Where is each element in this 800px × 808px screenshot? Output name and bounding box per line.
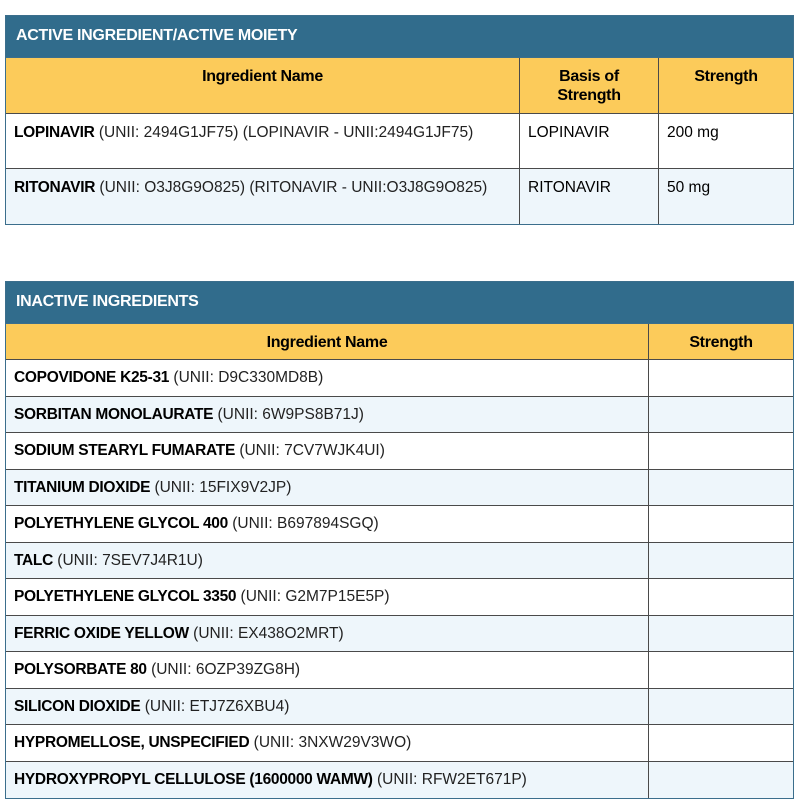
table-row — [6, 169, 793, 224]
basis-cell: LOPINAVIR — [520, 114, 659, 168]
table-row — [6, 506, 793, 543]
active-ingredient-table — [5, 15, 794, 225]
table-row — [6, 579, 793, 616]
header-strength: Strength — [689, 334, 753, 351]
ingredient-name: TALC — [14, 551, 53, 569]
ingredient-cell — [6, 169, 520, 224]
ingredient-name: HYPROMELLOSE, UNSPECIFIED — [14, 734, 250, 751]
ingredient-name: RITONAVIR — [14, 179, 96, 196]
table-row — [6, 616, 793, 653]
active-table-title: ACTIVE INGREDIENT/ACTIVE MOIETY — [6, 16, 793, 58]
strength-cell: 50 mg — [667, 179, 711, 196]
ingredient-unii: (UNII: 2494G1JF75) (LOPINAVIR - UNII:2494G1JF75) — [94, 124, 474, 141]
header-strength: Strength — [694, 68, 758, 85]
ingredient-cell — [6, 652, 649, 688]
ingredient-name: SODIUM STEARYL FUMARATE — [14, 442, 236, 459]
strength-cell — [649, 433, 793, 469]
strength-cell — [649, 397, 793, 433]
table-row — [6, 725, 793, 762]
ingredient-name: POLYETHYLENE GLYCOL 400 — [14, 515, 228, 532]
ingredient-unii: (UNII: 6W9PS8B71J) — [213, 405, 364, 423]
ingredient-unii: (UNII: 6OZP39ZG8H) — [146, 661, 301, 678]
ingredient-unii: (UNII: 15FIX9V2JP) — [150, 478, 292, 496]
strength-cell — [649, 506, 793, 542]
ingredient-unii: (UNII: RFW2ET671P) — [372, 770, 527, 788]
strength-cell — [649, 652, 793, 688]
header-basis-of-strength: Basis of Strength — [520, 58, 659, 113]
ingredient-unii: (UNII: D9C330MD8B) — [169, 369, 324, 386]
ingredient-name: POLYETHYLENE GLYCOL 3350 — [14, 588, 237, 605]
ingredient-unii: (UNII: G2M7P15E5P) — [236, 588, 390, 605]
ingredient-cell — [6, 433, 649, 469]
ingredient-cell — [6, 114, 520, 168]
strength-cell — [649, 360, 793, 396]
ingredient-cell — [6, 543, 649, 579]
ingredient-name: TITANIUM DIOXIDE — [14, 478, 151, 496]
ingredient-unii: (UNII: ETJ7Z6XBU4) — [140, 697, 290, 715]
table-row — [6, 470, 793, 507]
table-row — [6, 652, 793, 689]
ingredient-cell — [6, 470, 649, 506]
table-row — [6, 114, 793, 169]
strength-cell — [649, 725, 793, 761]
strength-cell — [649, 762, 793, 799]
ingredient-name: COPOVIDONE K25-31 — [14, 369, 170, 386]
table-row — [6, 543, 793, 580]
table-row — [6, 689, 793, 726]
basis-cell: RITONAVIR — [520, 169, 659, 224]
ingredient-cell — [6, 397, 649, 433]
strength-cell — [649, 579, 793, 615]
strength-cell — [649, 470, 793, 506]
header-ingredient-name: Ingredient Name — [6, 58, 520, 113]
ingredient-name: LOPINAVIR — [14, 124, 95, 141]
ingredient-cell — [6, 616, 649, 652]
ingredient-cell — [6, 725, 649, 761]
ingredient-cell — [6, 506, 649, 542]
inactive-table-title: INACTIVE INGREDIENTS — [6, 282, 793, 324]
inactive-table-header-row — [6, 324, 793, 360]
table-row — [6, 360, 793, 397]
ingredient-unii: (UNII: B697894SGQ) — [227, 515, 379, 532]
ingredient-name: SILICON DIOXIDE — [14, 697, 141, 715]
ingredient-cell — [6, 579, 649, 615]
inactive-ingredients-table — [5, 281, 794, 799]
ingredient-cell — [6, 689, 649, 725]
active-table-header-row — [6, 58, 793, 114]
ingredient-name: FERRIC OXIDE YELLOW — [14, 624, 189, 642]
strength-cell: 200 mg — [667, 124, 719, 141]
ingredient-name: POLYSORBATE 80 — [14, 661, 147, 678]
ingredient-unii: (UNII: O3J8G9O825) (RITONAVIR - UNII:O3J8G9O825) — [95, 179, 488, 196]
inactive-table-body — [6, 360, 793, 798]
header-ingredient-name: Ingredient Name — [6, 324, 649, 359]
table-row — [6, 433, 793, 470]
table-row — [6, 762, 793, 799]
ingredient-unii: (UNII: 3NXW29V3WO) — [249, 734, 412, 751]
strength-cell — [649, 689, 793, 725]
ingredient-unii: (UNII: 7SEV7J4R1U) — [52, 551, 203, 569]
strength-cell — [649, 543, 793, 579]
table-row — [6, 397, 793, 434]
strength-cell — [649, 616, 793, 652]
ingredient-name: SORBITAN MONOLAURATE — [14, 405, 214, 423]
ingredient-name: HYDROXYPROPYL CELLULOSE (1600000 WAMW) — [14, 770, 373, 788]
ingredient-unii: (UNII: EX438O2MRT) — [188, 624, 344, 642]
ingredient-cell — [6, 762, 649, 799]
ingredient-cell — [6, 360, 649, 396]
ingredient-unii: (UNII: 7CV7WJK4UI) — [235, 442, 385, 459]
